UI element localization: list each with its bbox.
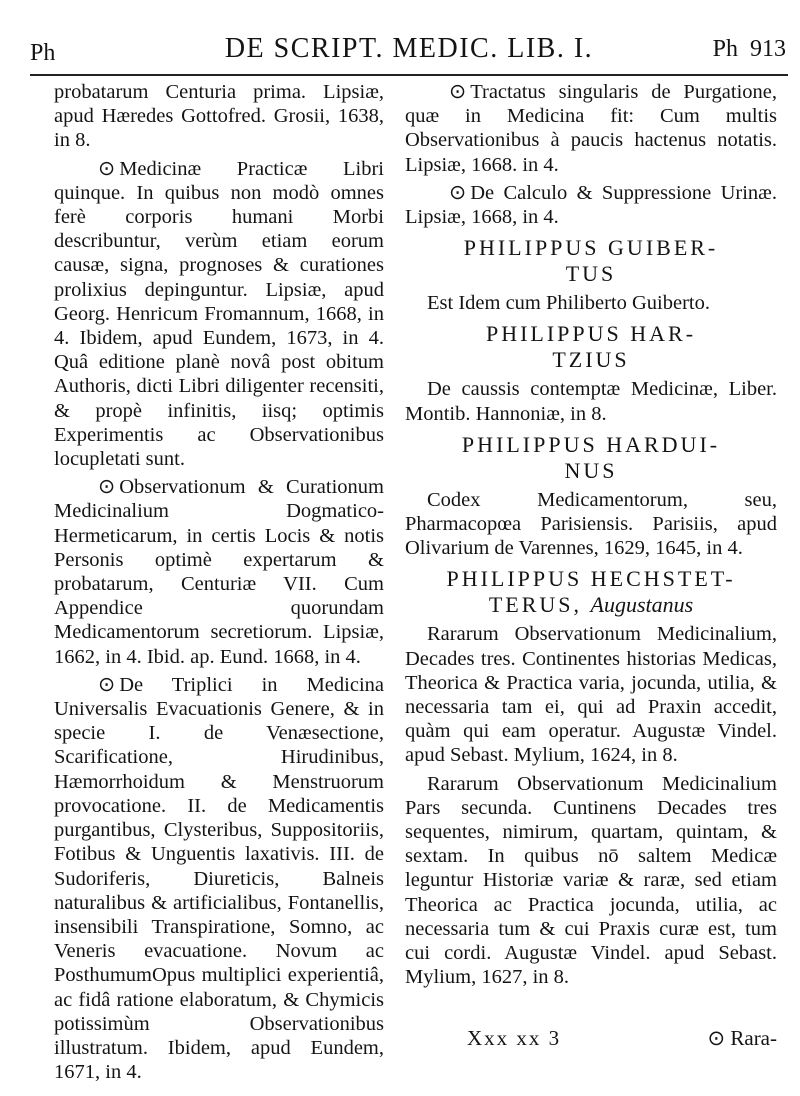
header-left-abbrev: Ph: [30, 40, 56, 66]
bibliography-entry: [54, 475, 384, 669]
circle-dot-mark-icon: ⊙: [98, 673, 116, 696]
entry-text: De Calculo & Suppressione Urinæ. Lipsiæ, 1668, in 4.: [405, 181, 777, 229]
signature-mark: Xxx xx 3: [467, 1026, 562, 1050]
header-right-abbrev: Ph: [712, 36, 738, 62]
entry-text: De Triplici in Medicina Universalis Evacuationis Genere, & in specie I. de Venæsectione, Scarificatione, Hirudinibus, Hæmorrhoidum & Menstruorum provocatione. II. de Medicamentis purgantibus, Clysteribus, Suppositoriis, Fotibus & Unguentis laxativis. III. de Sudoriferis, Diureticis, Balneis naturalibus & artificialibus, Fontanellis, insensibili Transpiratione, Somno, ac Veneris evacuatione. Novum ac PosthumumOpus multiplici experientiâ, ac fidâ ratione elaboratum, & Chymicis potissimùm Observationibus illustratum. Ibidem, apud Eundem, 1671, in 4.: [54, 673, 384, 1084]
entry-text: Observationum & Curationum Medicinalium Dogmatico-Hermeticarum, in certis Locis & notis Personis optimè expertarum & probatarum, Centuriæ VII. Cum Appendice quorundam Medicamentorum secretiorum. Lipsiæ, 1662, in 4. Ibid. ap. Eund. 1668, in 4.: [54, 476, 384, 668]
heading-line: PHILIPPUS HECHSTET-: [446, 566, 736, 592]
heading-line: PHILIPPUS HARDUI-: [461, 431, 721, 457]
entry-text: probatarum Centuria prima. Lipsiæ, apud Hæredes Gottofred. Grosii, 1638, in 8.: [54, 81, 384, 152]
bibliography-entry: [405, 488, 777, 561]
header-right: [713, 32, 786, 66]
circle-dot-mark-icon: ⊙: [98, 476, 116, 499]
bibliography-entry: [405, 291, 777, 315]
author-heading: [405, 432, 777, 484]
right-column: [405, 80, 777, 993]
entry-text: Est Idem cum Philiberto Guiberto.: [427, 292, 710, 315]
author-heading: [405, 321, 777, 373]
bibliography-entry: [405, 622, 777, 767]
author-heading: [405, 235, 777, 287]
circle-dot-mark-icon: ⊙: [449, 181, 467, 204]
entry-text: Tractatus singularis de Purgatione, quæ in Medicina fit: Cum multis Observationibus à paucis hactenus notatis. Lipsiæ, 1668. in 4.: [405, 81, 777, 176]
bibliography-entry: [405, 377, 777, 425]
entry-text: Codex Medicamentorum, seu, Pharmacopœa Parisiensis. Parisiis, apud Olivarium de Varennes, 1629, 1645, in 4.: [405, 488, 777, 560]
heading-line: TZIUS: [552, 347, 630, 373]
bibliography-entry: [54, 673, 384, 1084]
bibliography-entry: [405, 80, 777, 177]
entry-text: Medicinæ Practicæ Libri quinque. In quibus non modò omnes ferè corporis humani Morbi describuntur, verùm etiam eorum causæ, signa, prognoses & curationes prolixius depinguntur. Lipsiæ, apud Georg. Henricum Fromannum, 1668, in 4. Ibidem, apud Eundem, 1673, in 4. Quâ editione planè novâ post obitum Authoris, dicti Libri diligenter recensiti, & propè infinitis, iisq; optimis Experimentis ac Observationibus locupletati sunt.: [54, 157, 384, 471]
entry-text: De caussis contemptæ Medicinæ, Liber. Montib. Hannoniæ, in 8.: [405, 378, 777, 425]
heading-line: TERUS,: [488, 592, 582, 618]
entry-continuation: [54, 80, 384, 153]
heading-line: NUS: [564, 457, 618, 483]
heading-line-with-note: [405, 592, 777, 618]
page-number: 913: [750, 36, 786, 62]
circle-dot-mark-icon: ⊙: [449, 81, 467, 103]
heading-note: Augustanus: [590, 592, 694, 618]
running-title: DE SCRIPT. MEDIC. LIB. I.: [224, 33, 594, 64]
heading-line: PHILIPPUS HAR-: [485, 321, 697, 347]
page-footer: [405, 1026, 777, 1056]
circle-dot-mark-icon: ⊙: [98, 157, 116, 180]
bibliography-entry: [54, 157, 384, 472]
heading-line: PHILIPPUS GUIBER-: [463, 235, 719, 261]
bibliography-entry: [405, 181, 777, 229]
entry-text: Rararum Observationum Medicinalium, Decades tres. Continentes historias Medicas, Theorica & Practica varia, jocunda, utilia, & necessaria tam ei, qui ad Praxin accedit, quàm qui eam operatur. Augustæ Vindel. apud Sebast. Mylium, 1624, in 8.: [405, 623, 777, 767]
bibliography-entry: [405, 772, 777, 990]
running-header: [30, 30, 788, 76]
heading-line: TUS: [565, 261, 617, 287]
catchword: ⊙ Rara-: [707, 1026, 777, 1050]
left-column: [54, 80, 384, 1088]
entry-text: Rararum Observationum Medicinalium Pars secunda. Cuntinens Decades tres sequentes, nimirum, quartam, quintam, & sextam. In quibus nō saltem Medicæ leguntur Historiæ variæ & raræ, sed etiam Theorica ac Practica jocunda, utilia, ac necessaria tum & cui Praxis curæ est, tum cui cordi. Augustæ Vindel. apud Sebast. Mylium, 1627, in 8.: [405, 772, 777, 989]
author-heading: [405, 566, 777, 618]
